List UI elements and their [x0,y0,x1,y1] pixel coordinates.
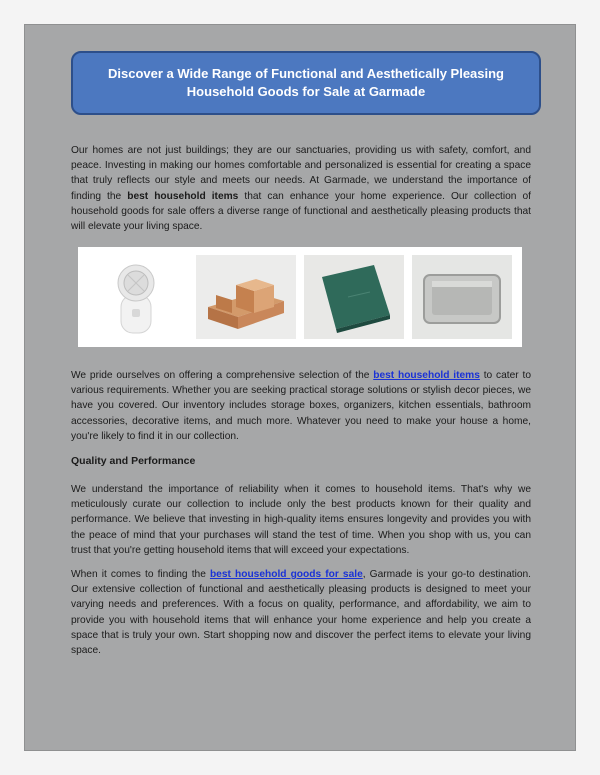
closing-text-end: , Garmade is your go-to destination. Our extensive collection of functional and aesthetically pleasing products is designed to meet your varying needs and preferences. With a focus on quality, performance, and affordability, we aim to provide you with household items that will enhance your home experience and help you create a space that is truly your own. Start shopping now and discover the perfect items to elevate your living space. [71,569,532,657]
intro-text-start: Our homes are not just buildings; they are our sanctuaries, providing us with safety, comfort, and peace. Investing in making our homes comfortable and personalized is essential for creating a space that truly reflects our style and meets our needs. At Garmade, we understand the importance of finding the [71,145,531,202]
green-storage-box-image [304,255,404,339]
intro-text-end: that can enhance your home experience. Our collection of household goods for sale offers a diverse range of functional and aesthetically pleasing products that will elevate your living space. [71,190,531,233]
best-household-items-link[interactable]: best household items [373,370,480,381]
selection-paragraph [71,368,531,444]
metal-tray-icon [412,255,512,339]
lint-remover-image [88,255,188,339]
wooden-organizer-image [196,255,296,339]
closing-paragraph [71,567,531,658]
intro-paragraph [71,143,531,234]
document-page [24,24,576,751]
selection-text-start: We pride ourselves on offering a comprehensive selection of the [71,370,374,381]
quality-heading: Quality and Performance [71,455,196,467]
storage-box-icon [304,255,404,339]
product-image-strip [78,247,522,347]
wooden-organizer-icon [196,255,296,339]
page-title: Discover a Wide Range of Functional and Aesthetically Pleasing Household Goods for Sale at Garmade [108,66,504,99]
lint-remover-icon [88,255,188,339]
selection-text-end: to cater to various requirements. Whether you are seeking practical storage solutions or stylish decor pieces, we have you covered. Our inventory includes storage boxes, organizers, kitchen essentials, bathroom accessories, decorative items, and much more. Whatever you need to make your house a home, you're likely to find it in our collection. [71,370,531,442]
intro-bold-phrase: best household items [127,190,239,202]
quality-paragraph: We understand the importance of reliability when it comes to household items. That's why we meticulously curate our collection to include only the best products known for their quality and performance. We believe that investing in high-quality items ensures longevity and provides you with the peace of mind that your purchases will stand the test of time. When you shop with us, you can trust that you're getting household items that will exceed your expectations. [71,484,531,556]
title-banner [71,51,541,115]
best-household-goods-link[interactable]: best household goods for sale [209,569,363,580]
metal-tray-image [412,255,512,339]
closing-text-start: When it comes to finding the [71,569,210,580]
